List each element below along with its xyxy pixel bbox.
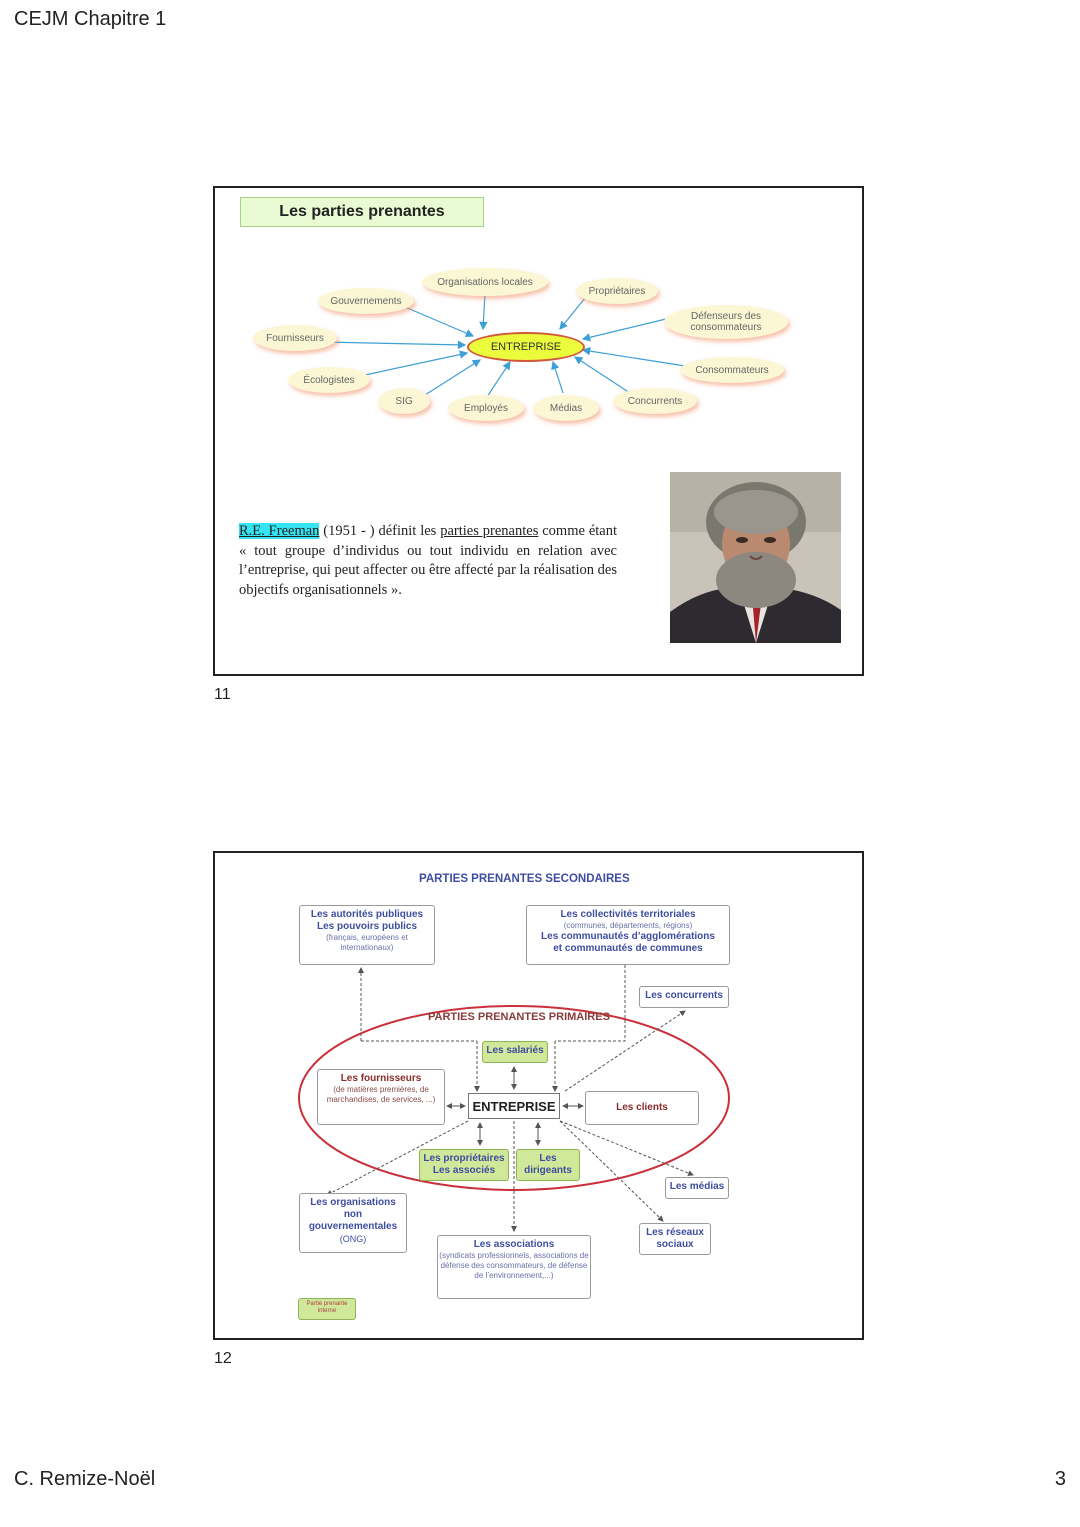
author-name: R.E. Freeman xyxy=(239,523,320,539)
document-header: CEJM Chapitre 1 xyxy=(14,8,167,30)
bubble-consommateurs: Consommateurs xyxy=(680,357,784,383)
secondary-title: PARTIES PRENANTES SECONDAIRES xyxy=(419,873,630,885)
portrait-photo xyxy=(670,472,841,643)
node-medias: Les médias xyxy=(665,1177,729,1199)
slide-stakeholder-map xyxy=(213,851,864,1340)
bubble-medias: Médias xyxy=(533,395,599,421)
entreprise-node: ENTREPRISE xyxy=(468,1093,560,1119)
slide-title: Les parties prenantes xyxy=(240,197,484,227)
freeman-definition xyxy=(239,522,617,600)
slide-number: 11 xyxy=(214,686,231,703)
node-ong: Les organisations non gouvernementales (ONG) xyxy=(299,1193,407,1253)
bubble-fournisseurs: Fournisseurs xyxy=(253,325,337,351)
bubble-proprietaires: Propriétaires xyxy=(576,278,658,304)
node-concurrents: Les concurrents xyxy=(639,986,729,1008)
node-reseaux-sociaux: Les réseaux sociaux xyxy=(639,1223,711,1255)
bubble-organisations-locales: Organisations locales xyxy=(422,268,548,296)
legend-internal: Partie prenante interne xyxy=(298,1298,356,1320)
node-autorites-publiques: Les autorités publiques Les pouvoirs publics (français, européens et internationaux) xyxy=(299,905,435,965)
slide-number: 12 xyxy=(214,1350,232,1367)
bubble-defenseurs-consommateurs: Défenseurs des consommateurs xyxy=(664,305,788,339)
bubble-gouvernements: Gouvernements xyxy=(318,288,414,314)
slide-stakeholders xyxy=(213,186,864,676)
bubble-employes: Employés xyxy=(448,395,524,421)
author-years: (1951 - ) définit les xyxy=(319,523,441,539)
node-fournisseurs: Les fournisseurs (de matières premières, de marchandises, de services, ...) xyxy=(317,1069,445,1125)
node-proprietaires-associes: Les propriétaires Les associés xyxy=(419,1149,509,1181)
bubble-ecologistes: Écologistes xyxy=(288,367,370,393)
bubble-sig: SIG xyxy=(378,388,430,414)
footer-author: C. Remize-Noël xyxy=(14,1468,156,1490)
node-salaries: Les salariés xyxy=(482,1041,548,1063)
entreprise-node: ENTREPRISE xyxy=(467,332,585,362)
bubble-concurrents: Concurrents xyxy=(613,388,697,414)
node-dirigeants: Les dirigeants xyxy=(516,1149,580,1181)
node-collectivites-territoriales: Les collectivités territoriales (communes, départements, régions) Les communautés d’agglomérations et communautés de communes xyxy=(526,905,730,965)
term-parties-prenantes: parties prenantes xyxy=(440,523,539,539)
node-clients: Les clients xyxy=(585,1091,699,1125)
definition-text: comme étant « tout groupe d’individus ou tout individu en relation avec l’entreprise, qui peut affecter ou être affecté par la réalisation des objectifs organisationnels ». xyxy=(239,523,617,598)
node-associations: Les associations (syndicats professionnels, associations de défense des consommateurs, de défense de l’environnement,...) xyxy=(437,1235,591,1299)
page-number: 3 xyxy=(1054,1468,1066,1490)
primary-title: PARTIES PRENANTES PRIMAIRES xyxy=(428,1011,610,1023)
